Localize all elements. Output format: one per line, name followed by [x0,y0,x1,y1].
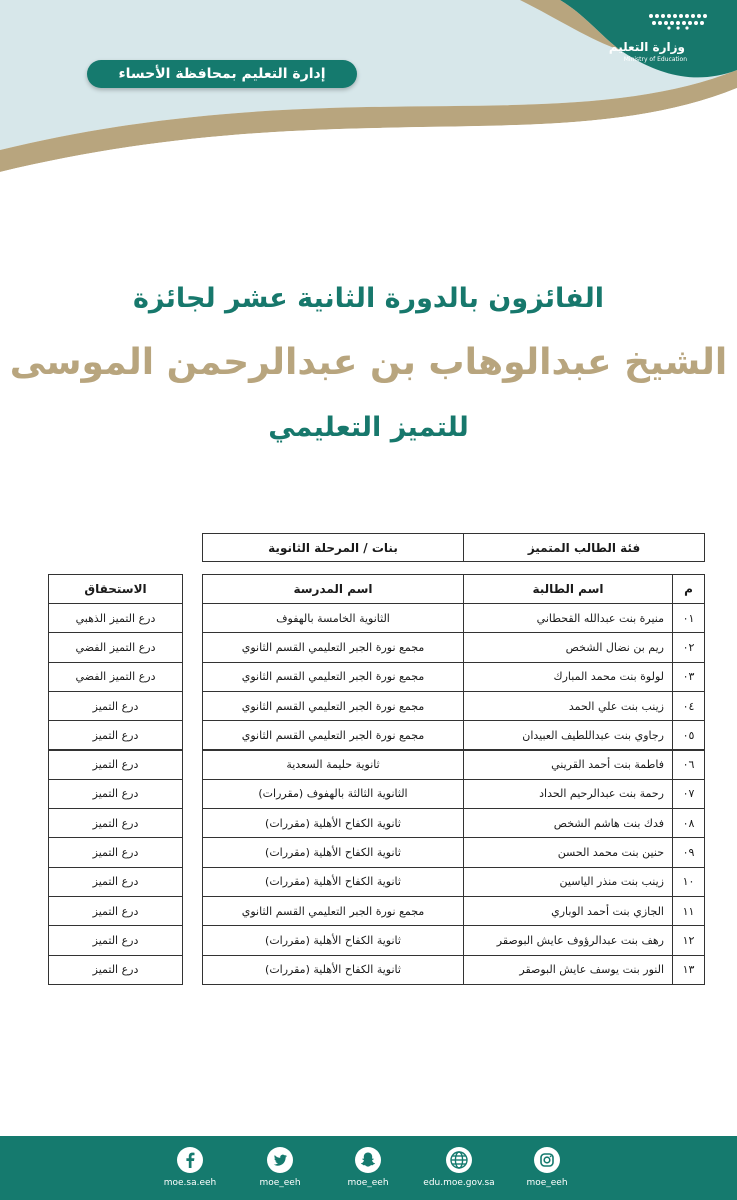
row-student-name: منيرة بنت عبدالله القحطاني [463,603,673,633]
row-school-name: مجمع نورة الجبر التعليمي القسم الثانوي [202,691,464,721]
ministry-name-ar: وزارة التعليم [608,40,685,54]
row-award: درع التميز [48,837,183,867]
row-student-name: فدك بنت هاشم الشخص [463,808,673,838]
row-school-name: مجمع نورة الجبر التعليمي القسم الثانوي [202,896,464,926]
row-index: ١٠ [672,867,705,897]
row-school-name: مجمع نورة الجبر التعليمي القسم الثانوي [202,720,464,750]
social-label: moe_eeh [347,1178,389,1188]
row-award: درع التميز [48,955,183,985]
row-student-name: فاطمة بنت أحمد القريني [463,750,673,780]
row-school-name: ثانوية الكفاح الأهلية (مقررات) [202,837,464,867]
header-student: اسم الطالبة [463,574,673,604]
row-index: ٠٢ [672,632,705,662]
row-student-name: رهف بنت عبدالرؤوف عايش البوصقر [463,925,673,955]
row-award: درع التميز [48,925,183,955]
row-school-name: مجمع نورة الجبر التعليمي القسم الثانوي [202,662,464,692]
row-school-name: ثانوية حليمة السعدية [202,750,464,780]
row-student-name: زينب بنت علي الحمد [463,691,673,721]
row-award: درع التميز [48,808,183,838]
row-award: درع التميز [48,691,183,721]
header-school: اسم المدرسة [202,574,464,604]
row-student-name: ريم بن نضال الشخص [463,632,673,662]
globe-icon [445,1146,473,1174]
row-student-name: النور بنت يوسف عايش البوصقر [463,955,673,985]
facebook-icon [176,1146,204,1174]
social-label: moe_eeh [526,1178,568,1188]
twitter-icon [266,1146,294,1174]
row-index: ٠١ [672,603,705,633]
row-award: درع التميز الفضي [48,662,183,692]
region-label: إدارة التعليم بمحافظة الأحساء [87,60,357,88]
row-award: درع التميز الذهبي [48,603,183,633]
row-index: ٠٨ [672,808,705,838]
row-school-name: ثانوية الكفاح الأهلية (مقررات) [202,955,464,985]
header-banner [0,0,737,190]
social-instagram[interactable] [507,1146,587,1196]
row-school-name: الثانوية الثالثة بالهفوف (مقررات) [202,779,464,809]
social-website[interactable] [419,1146,499,1196]
row-award: درع التميز [48,779,183,809]
row-award: درع التميز [48,720,183,750]
social-facebook[interactable] [150,1146,230,1196]
row-student-name: حنين بنت محمد الحسن [463,837,673,867]
row-award: درع التميز الفضي [48,632,183,662]
row-index: ٠٥ [672,720,705,750]
row-student-name: رحمة بنت عبدالرحيم الحداد [463,779,673,809]
row-award: درع التميز [48,896,183,926]
ministry-logo-icon [647,12,709,30]
ministry-logo [608,12,721,68]
social-twitter[interactable] [240,1146,320,1196]
category-label: فئة الطالب المتميز [463,533,705,562]
title-line-1: الفائزون بالدورة الثانية عشر لجائزة [132,283,604,314]
title-line-3: للتميز التعليمي [268,412,469,443]
snapchat-icon [354,1146,382,1174]
row-student-name: الجازي بنت أحمد الوباري [463,896,673,926]
row-student-name: لولوة بنت محمد المبارك [463,662,673,692]
row-school-name: ثانوية الكفاح الأهلية (مقررات) [202,925,464,955]
social-snapchat[interactable] [328,1146,408,1196]
row-index: ٠٦ [672,750,705,780]
social-label: edu.moe.gov.sa [423,1178,495,1188]
row-school-name: ثانوية الكفاح الأهلية (مقررات) [202,867,464,897]
social-label: moe.sa.eeh [163,1178,217,1188]
row-index: ١١ [672,896,705,926]
category-value: بنات / المرحلة الثانوية [202,533,464,562]
row-award: درع التميز [48,750,183,780]
ministry-name-en: Ministry of Education [623,56,687,63]
row-index: ٠٤ [672,691,705,721]
row-index: ١٣ [672,955,705,985]
header-award: الاستحقاق [48,574,183,604]
instagram-icon [533,1146,561,1174]
row-index: ٠٣ [672,662,705,692]
footer-bar [0,1136,737,1200]
header-index: م [672,574,705,604]
row-school-name: الثانوية الخامسة بالهفوف [202,603,464,633]
row-index: ١٢ [672,925,705,955]
row-student-name: رجاوي بنت عبداللطيف العبيدان [463,720,673,750]
row-school-name: ثانوية الكفاح الأهلية (مقررات) [202,808,464,838]
row-award: درع التميز [48,867,183,897]
social-label: moe_eeh [259,1178,301,1188]
row-index: ٠٧ [672,779,705,809]
row-student-name: زينب بنت منذر الياسين [463,867,673,897]
title-line-2: الشيخ عبدالوهاب بن عبدالرحمن الموسى [9,342,728,383]
row-school-name: مجمع نورة الجبر التعليمي القسم الثانوي [202,632,464,662]
row-index: ٠٩ [672,837,705,867]
